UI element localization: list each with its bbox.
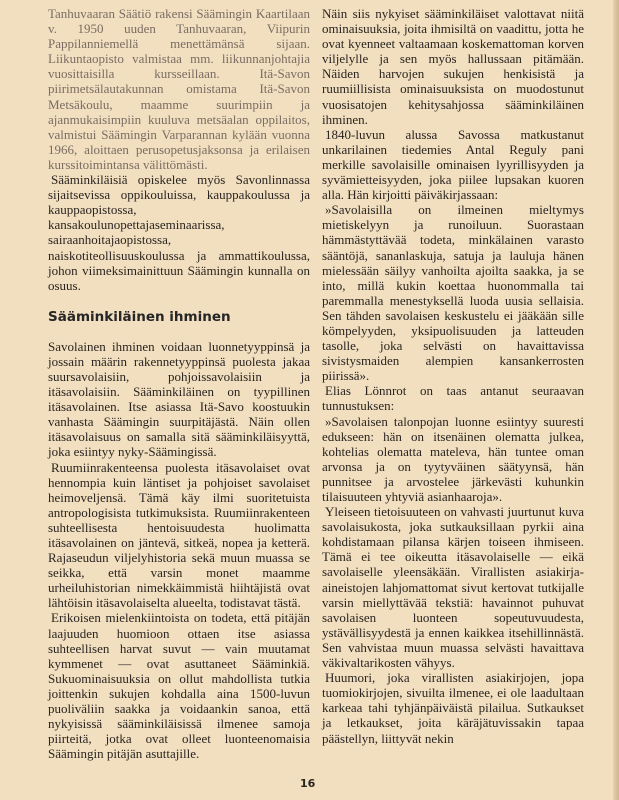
left-paragraph-5: Erikoisen mielenkiintoista on todeta, että pitäjän laajuuden huomioon ottaen itse asiassa suhteellisen harvat suvut — vain muutamat kymmenet — ovat asuttaneet Sääminkiä. Sukuominaisuuksia on ollut mahdollista tutkia joittenkin sukujen kohdalla aina 1500-luvun puoliväliin saakka ja voidaankin sanoa, että nykyisissä sääminkiläisissä ilmenee samoja piirteitä, jotka ovat olleet luonteenomaisia Säämingin pitäjän asuttajille. [48, 610, 310, 762]
right-paragraph-6: Yleiseen tietoisuuteen on vahvasti juurtunut kuva savolaisukosta, joka sutkauksillaan pyrkii aina kohdistamaan pilansa kärjen toiseen ihmiseen. Tämä ei tee oikeutta itäsavolaiselle — eikä savolaiselle yleensäkään. Virallisten asiakirja-aineistojen lahjomattomat sivut kertovat tutkijalle varsin miellyttävää tekstiä: havainnot puhuvat savolaisen luonteen sopeutuvuudesta, ystävällisyydestä ja ennen kaikkea itsehillinnästä. Sen vahvistaa muun muassa selvästi havaittava väkivaltarikosten vähyys. [322, 504, 584, 671]
page-edge-shadow [613, 0, 619, 800]
right-paragraph-5: »Savolaisen talonpojan luonne esiintyy suuresti edukseen: hän on itsenäinen olematta julkea, kohtelias olematta mateleva, hän tuntee oman arvonsa ja on tyytyväinen säätyynsä, hän punnitsee ja arvostelee järkevästi kuhunkin tilaisuuteen yhtyviä asianhaaroja». [322, 413, 584, 504]
right-paragraph-7: Huumori, joka virallisten asiakirjojen, jopa tuomiokirjojen, sivuilta ilmenee, ei ole laadultaan karkeaa tahi tyhjänpäiväistä pilailua. Sutkaukset ja letkaukset, joita käräjätuvissakin tapaa päästellyn, liittyvät nekin [322, 670, 584, 746]
section-heading: Sääminkiläinen ihminen [48, 308, 231, 325]
left-paragraph-4: Ruumiinrakenteensa puolesta itäsavolaiset ovat hennompia kuin läntiset ja pohjoiset savolaiset heimoveljensä. Tämä käy ilmi suoritetuista antropologisista tutkimuksista. Ruumiinrakenteen suhteellisesta hentoisuudesta huolimatta itäsavolainen on jäntevä, sitkeä, nopea ja ketterä. Rajaseudun viljelyhistoria sekä muun muassa se seikka, että varsin monet maamme urheiluhistorian nimekkäimmistä hiihtäjistä ovat lähtöisin itäsavolaiselta alueelta, todistavat tästä. [48, 459, 310, 611]
page-number: 16 [300, 777, 316, 790]
right-paragraph-4: Elias Lönnrot on taas antanut seuraavan tunnustuksen: [322, 383, 584, 414]
right-paragraph-2: 1840-luvun alussa Savossa matkustanut unkarilainen tiedemies Antal Reguly pani merkille savolaisille ominaisen lyyrillisyyden ja syvämietteisyyden, joka piilee lupsakan kuoren alla. Hän kirjoitti päiväkirjassaan: [322, 126, 584, 203]
left-paragraph-2: Sääminkiläisiä opiskelee myös Savonlinnassa sijaitsevissa oppikouluissa, kauppakoulussa ja kauppaopistossa, kansakoulunopettajaseminaarissa, sairaanhoitajaopistossa, naiskotiteollisuuskoulussa ja ammattikoulussa, johon viimeksimainittuun Säämingin kunnalla on osuus. [48, 172, 310, 293]
right-column [322, 6, 584, 746]
right-paragraph-1: Näin siis nykyiset sääminkiläiset valottavat niitä ominaisuuksia, joita ihmisiltä on vaadittu, jotta he ovat kyenneet valtaamaan koskemattoman korven viljelylle ja sen myös hallussaan pitämään. Näiden harvojen sukujen henkisistä ja ruumiillisista ominaisuuksista on muodostunut vuosisatojen kehitysahjossa sääminkiläinen ihminen. [322, 6, 584, 127]
left-paragraph-1: Tanhuvaaran Säätiö rakensi Säämingin Kaartilaan v. 1950 uuden Tanhuvaaran, Viipurin Pappilanniemellä menettämänsä sijaan. Liikuntaopisto valmistaa mm. liikunnanjohtajia vuosittaisilla kursseillaan. Itä-Savon piirimetsälautakunnan omistama Itä-Savon Metsäkoulu, maamme suurimpiin ja ajanmukaisimpiin kuuluva metsäalan oppilaitos, valmistui Säämingin Varparannan kylään vuonna 1966, aloittaen perusopetusjaksonsa ja erilaisen kurssitoimintansa välittömästi. [48, 6, 310, 172]
left-paragraph-3: Savolainen ihminen voidaan luonnetyyppinsä ja jossain määrin rakennetyyppinsä puolesta jakaa suursavolaisiin, pohjoissavolaisiin ja itäsavolaisiin. Sääminkiläinen on tyypillinen itäsavolainen. Itse asiassa Itä-Savo koostuukin vanhasta Säämingin suurpitäjästä. Näin ollen itäsavolaisuus on samalla sitä sääminkiläisyyttä, joka esiintyy nyky-Säämingissä. [48, 338, 310, 460]
left-column [48, 6, 310, 761]
right-paragraph-3: »Savolaisilla on ilmeinen mieltymys mietiskelyyn ja runoiluun. Suorastaan hämmästyttävää todeta, minkälainen varasto sääntöjä, sananlaskuja, satuja ja lauluja hänen mielessään säilyy vanhoilta ajoilta saakka, ja se into, millä kukin koettaa huonommalla tai paremmalla menestyksellä luoda uusia sellaisia. Sen tähden savolaisen keskustelu ei jääkään sille kömpelyyden, yksipuolisuuden ja latteuden tasolle, joka selvästi on havaittavissa sivistysmaiden alempien kansankerrosten piirissä». [322, 202, 584, 384]
